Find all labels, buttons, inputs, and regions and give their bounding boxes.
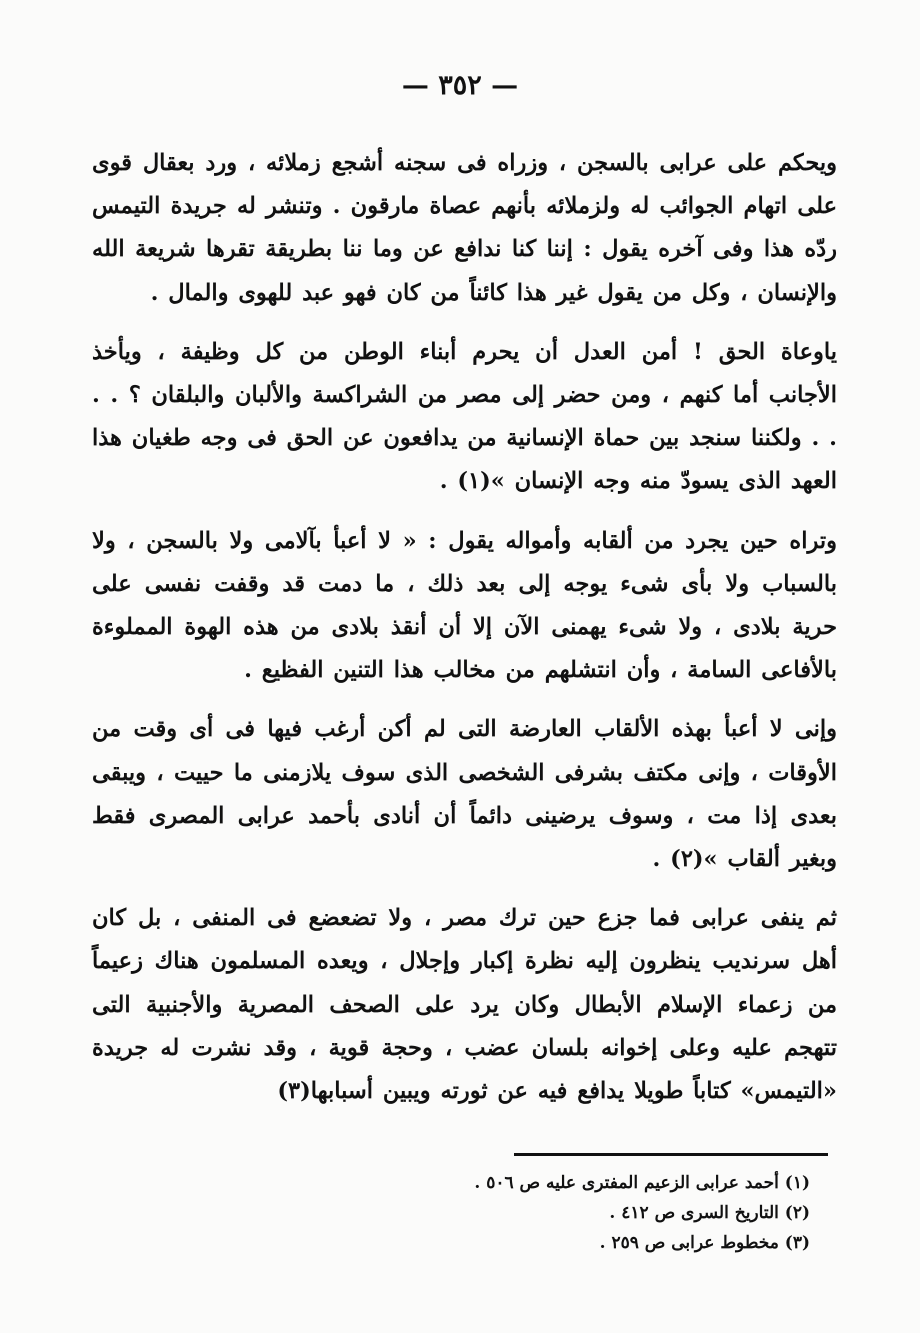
paragraph-4: وإنى لا أعبأ بهذه الألقاب العارضة التى لم أكن أرغب فيها فى أى وقت من الأوقات ، وإنى مكتف بشرفى الشخصى الذى سوف يلازمنى ما حييت ، ويبقى بعدى إذا مت ، وسوف يرضينى دائماً أن أنادى بأحمد عرابى المصرى فقط وبغير ألقاب »(٢) . <box>92 716 837 873</box>
paragraph-3: وتراه حين يجرد من ألقابه وأمواله يقول : « لا أعبأ بآلامى ولا بالسجن ، ولا بالسباب ولا بأى شىء يوجه إلى بعد ذلك ، ما دمت قد وقفت نفسى على حرية بلادى ، ولا شىء يهمنى الآن إلا أن أنقذ بلادى من هذه الهوة المملوءة بالأفاعى السامة ، وأن انتشلهم من مخالب هذا التنين الفظيع . <box>92 527 837 684</box>
footnote-1: (١) أحمد عرابى الزعيم المفترى عليه ص ٥٠٦ . <box>474 1173 810 1193</box>
paragraph-1: ويحكم على عرابى بالسجن ، وزراه فى سجنه أشجع زملائه ، ورد بعقال قوى على اتهام الجوائب له ولزملائه بأنهم عصاة مارقون . وتنشر له جريدة التيمس ردّه هذا وفى آخره يقول : إننا كنا ندافع عن وما ننا بطريقة تقرها شريعة الله والإنسان ، وكل من يقول غير هذا كائناً من كان فهو عبد للهوى والمال . <box>92 150 837 306</box>
main-text <box>92 142 837 1113</box>
footnote-divider <box>514 1153 828 1156</box>
footnotes <box>250 1168 810 1258</box>
footnote-3: (٣) مخطوط عرابى ص ٢٥٩ . <box>599 1233 810 1253</box>
paragraph-2: ياوعاة الحق ! أمن العدل أن يحرم أبناء الوطن من كل وظيفة ، ويأخذ الأجانب أما كنهم ، ومن حضر إلى مصر من الشراكسة والألبان والبلقان ؟ . . . . ولكننا سنجد بين حماة الإنسانية من يدافعون عن الحق فى وجه طغيان هذا العهد الذى يسودّ منه وجه الإنسان »(١) . <box>92 338 837 495</box>
paragraph-5: ثم ينفى عرابى فما جزع حين ترك مصر ، ولا تضعضع فى المنفى ، بل كان أهل سرنديب ينظرون إليه نظرة إكبار وإجلال ، ويعده المسلمون هناك زعيماً من زعماء الإسلام الأبطال وكان يرد على الصحف المصرية والأجنبية التى تتهجم عليه وعلى إخوانه بلسان عضب ، وحجة قوية ، وقد نشرت له جريدة «التيمس» كتاباً طويلا يدافع فيه عن ثورته ويبين أسبابها(٣) <box>92 905 837 1105</box>
page-number: — ٣٥٢ — <box>401 70 519 101</box>
footnote-2: (٢) التاريخ السرى ص ٤١٢ . <box>609 1203 810 1223</box>
